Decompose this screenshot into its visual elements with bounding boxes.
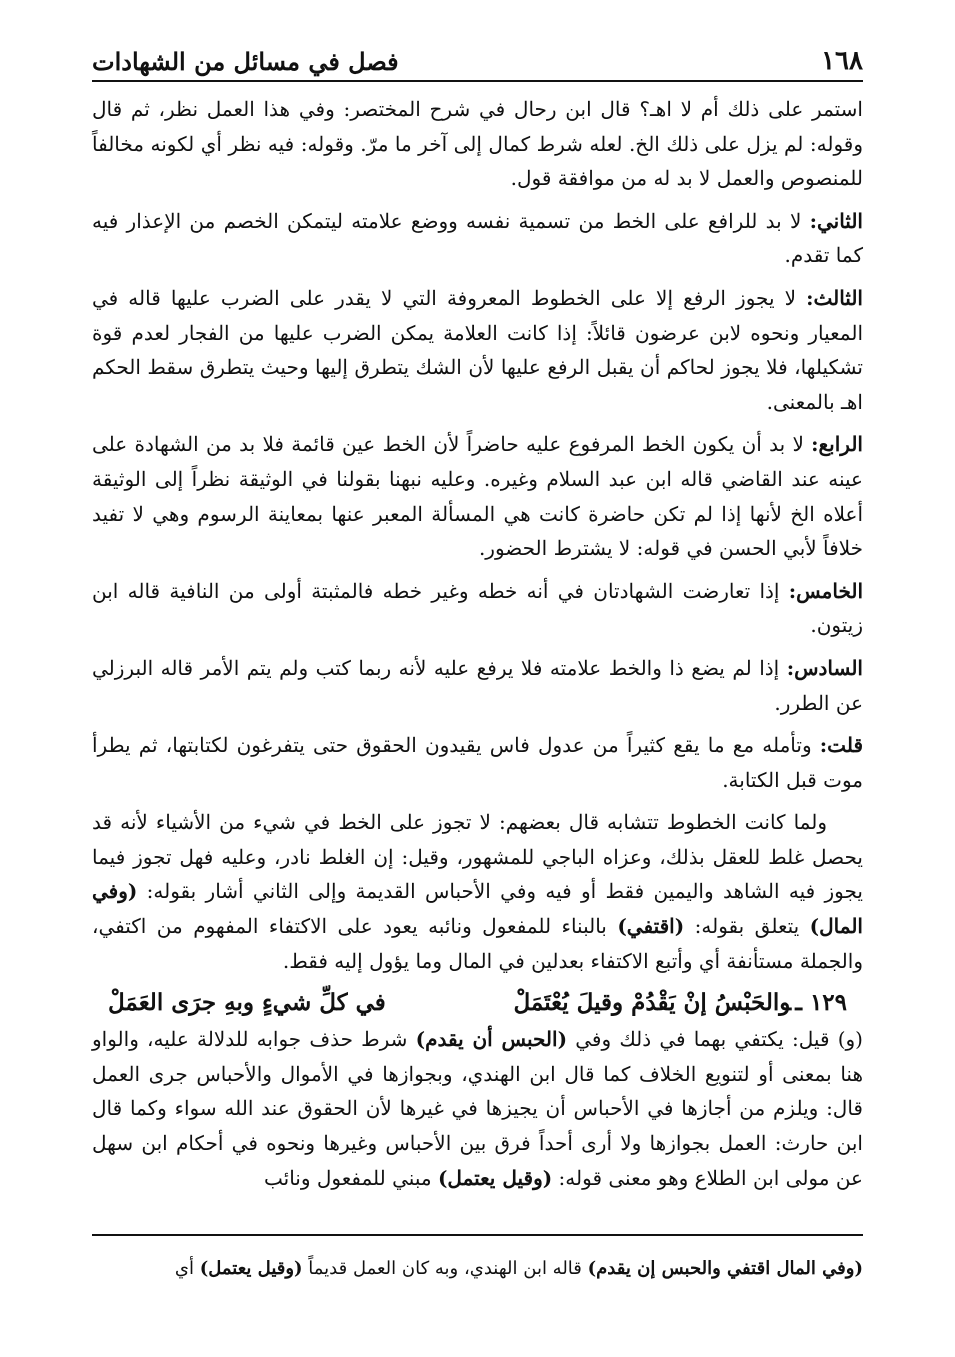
paragraph-text: إذا لم يضع ذا والخط علامته فلا يرفع عليه لأنه ربما كتب ولم يتم الأمر قاله البرزلي عن الطرر.	[92, 655, 863, 715]
paragraph	[92, 204, 863, 273]
paragraph-text: لا بد أن يكون الخط المرفوع عليه حاضراً لأن الخط عين قائمة فلا بد من الشهادة على عينه عند القاضي قاله ابن عبد السلام وغيره. وعليه نبهنا بقولنا في الوثيقة نظراً إلى الوثيقة أعلاه الخ لأنها إذا لم تكن حاضرة كانت هي المسألة المعبر عنها بمعاينة الرسوم وهي لا تفيد خلافاً لأبي الحسن في قوله: لا يشترط الحضور.	[92, 432, 863, 561]
closing-quote-2: (اقتفي)	[617, 914, 685, 939]
paragraph	[92, 651, 863, 720]
verse-first-half	[514, 986, 847, 1020]
paragraph	[92, 281, 863, 419]
footnote-quote-2: (وقيل يعتمل)	[199, 1258, 303, 1279]
paragraph-label: قلت:	[819, 733, 863, 758]
paragraph	[92, 574, 863, 643]
commentary-text-1: (و) قيل: يكتفي بهما في ذلك وفي	[567, 1027, 863, 1052]
verse-hemistich-right: والحَبْسُ إنْ يَقْدُمْ وقيلَ يُعْتَمَلْ	[513, 989, 792, 1017]
paragraph-text: وتأمله مع ما يقع كثيراً من عدول فاس يقيدون الحقوق حتى يتفرغون لكتابتها، ثم يطرأ موت قبل الكتابة.	[92, 733, 863, 792]
page-number: ١٦٨	[821, 46, 863, 76]
commentary-paragraph	[92, 1022, 863, 1195]
closing-text-1: ولما كانت الخطوط تتشابه قال بعضهم: لا تجوز على الخط في شيء من الأشياء لأنه قد يحصل غلط للعقل بذلك، وعزاه الباجي للمشهور، وقيل: إن الغلط نادر، وعليه فهل تجوز فيما يجوز فيه الشاهد واليمين فقط أو فيه وفي الأحباس القديمة وإلى الثاني أشار بقوله:	[92, 810, 863, 904]
footnote-text-1: قاله ابن الهندي، وبه كان العمل قديماً	[302, 1258, 588, 1279]
paragraph-text: لا يجوز الرفع إلا على الخطوط المعروفة التي لا يقدر على الضرب عليها قاله في المعيار ونحوه لابن عرضون قائلاً: إذا كانت العلامة يمكن الضرب عليها من الفجار لعدم قوة تشكيلها، فلا يجوز لحاكم أن يقبل الرفع عليها لأن الشك يتطرق إليها وحيث يتطرق سقط الحكم اهـ بالمعنى.	[92, 285, 863, 414]
closing-paragraph	[92, 805, 863, 978]
paragraph-label: الرابع:	[811, 432, 863, 457]
paragraph-label: الثالث:	[806, 285, 863, 310]
verse-number: ١٢٩ ـ	[795, 989, 847, 1017]
footnote-divider	[92, 1234, 863, 1236]
paragraph-text: استمر على ذلك أم لا اهـ؟ قال ابن رحال في شرح المختصر: وفي هذا العمل نظر، ثم قال وقوله: لم يزل على ذلك الخ. لعله شرط كمال إلى آخر ما مرّ. وقوله: فيه نظر أي لكونه مخالفاً للمنصوص والعمل لا بد له من موافقة قول.	[92, 97, 863, 191]
paragraph	[92, 728, 863, 797]
paragraph-label: الثاني:	[809, 208, 863, 233]
footnote-text-2: أي	[174, 1258, 200, 1279]
verse-line	[108, 986, 847, 1020]
commentary-text-3: مبني للمفعول ونائب	[263, 1165, 438, 1190]
commentary-text-2: شرط حذف جوابه للدلالة عليه، والواو هنا بمعنى أو لتنويع الخلاف كما قال ابن الهندي، وبجوازها في الأموال والأحباس جرى العمل قال: ويلزم من أجازها في الأحباس أن يجيزها في غيرها لأن الحقوق عند الله سواء وكما قال ابن حارث: العمل بجوازها ولا أرى أحداً فرق بين الأحباس وغيرها ونحوه في أحكام ابن سهل عن مولى ابن الطلاع وهو معنى قوله:	[92, 1027, 863, 1190]
footnote	[92, 1254, 863, 1284]
closing-text-3: بالبناء للمفعول ونائبه يعود على الاكتفاء المفهوم من اكتفي، والجملة مستأنفة أي وأتبع الاكتفاء بعدلين في المال وما يؤول إليه فقط.	[92, 914, 863, 973]
footnote-quote-1: (وفي المال اقتفي والحبس إن يقدم)	[587, 1258, 863, 1279]
page-header	[92, 38, 863, 82]
closing-text-2: يتعلق بقوله:	[684, 914, 810, 939]
paragraph-label: السادس:	[786, 655, 863, 680]
commentary-quote-1: (الحبس أن يقدم)	[415, 1027, 568, 1052]
paragraph-text: لا بد للرافع على الخط من تسمية نفسه ووضع علامته ليتمكن الخصم من الإعذار فيه كما تقدم.	[92, 208, 863, 268]
commentary-quote-2: (وقيل يعتمل)	[437, 1165, 553, 1190]
paragraph-label: الخامس:	[788, 578, 863, 603]
running-title: فصل في مسائل من الشهادات	[92, 47, 399, 76]
paragraph	[92, 92, 863, 196]
paragraph	[92, 427, 863, 565]
verse-hemistich-left: في كلِّ شيءٍ وبهِ جرَى العَمَلْ	[108, 989, 386, 1017]
paragraph-text: إذا تعارضت الشهادتان في أنه خطه وغير خطه فالمثبتة أولى من النافية قاله ابن زيتون.	[92, 578, 863, 638]
closing-quote-1: (وفي المال)	[92, 879, 863, 939]
main-text	[92, 92, 863, 1203]
